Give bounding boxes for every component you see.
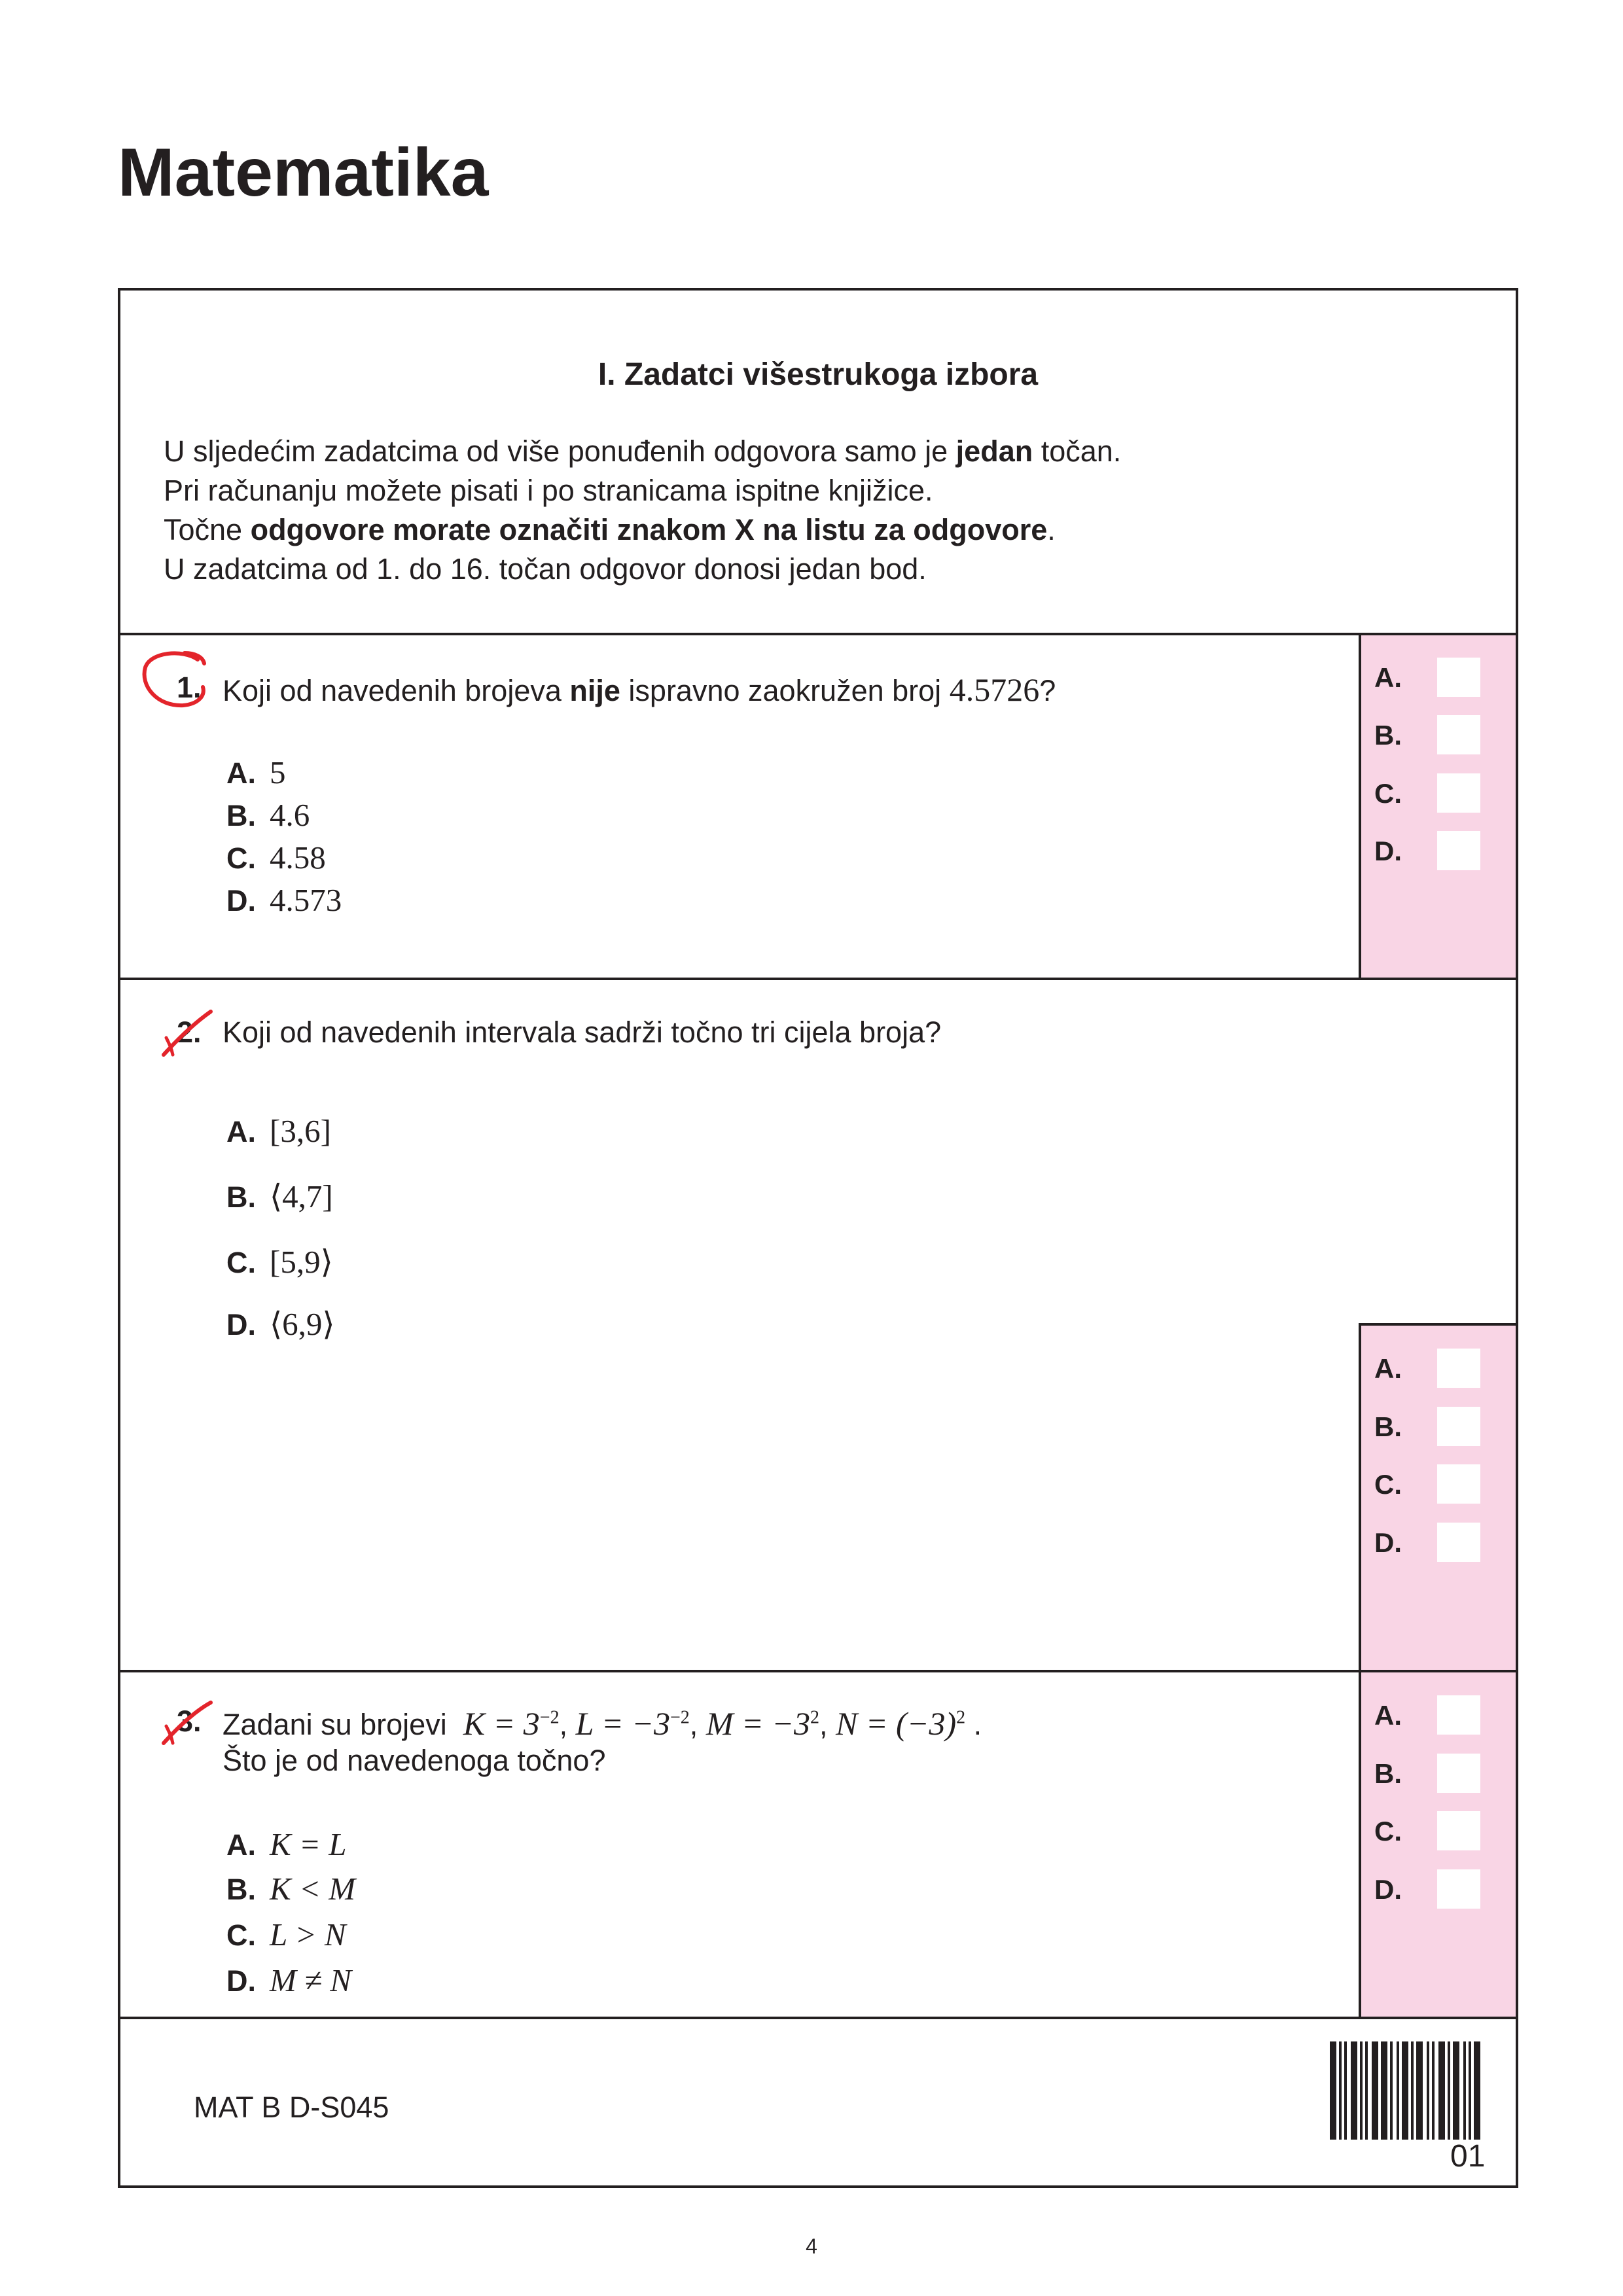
q3-answer-box-a[interactable] xyxy=(1437,1695,1480,1735)
q1-option-a: A. 5 xyxy=(226,754,286,790)
barcode-number: 01 xyxy=(1450,2139,1486,2174)
q3-math-l: $L = -3^{-2}$ xyxy=(575,1705,690,1742)
instruction-line-4: U zadatcima od 1. do 16. točan odgovor donosi jedan bod. xyxy=(164,552,927,586)
strike-annotation-q3 xyxy=(157,1696,216,1748)
q1-answer-label-a: A. xyxy=(1374,662,1402,693)
q2-option-d: D. ⟨6,9⟩ xyxy=(226,1306,335,1342)
q3-math-k: $K = 3^{-2}$ xyxy=(463,1705,560,1742)
q1-answer-box-b[interactable] xyxy=(1437,715,1480,754)
q2-answer-box-c[interactable] xyxy=(1437,1464,1480,1504)
page-number: 4 xyxy=(806,2234,817,2258)
section-title: I. Zadatci višestrukoga izbora xyxy=(597,357,1039,392)
q1-answer-box-c[interactable] xyxy=(1437,773,1480,813)
q2-answer-box-b[interactable] xyxy=(1437,1407,1480,1446)
barcode xyxy=(1329,2041,1486,2140)
q3-answer-box-c[interactable] xyxy=(1437,1811,1480,1850)
q1-answer-box-d[interactable] xyxy=(1437,831,1480,870)
q2-option-c: C. [5,9⟩ xyxy=(226,1244,333,1280)
divider-q2 xyxy=(118,1670,1518,1672)
instruction-line-3: Točne odgovore morate označiti znakom X na listu za odgovore. xyxy=(164,513,1056,546)
question-2-number: 2. xyxy=(177,1016,202,1049)
q2-answer-label-c: C. xyxy=(1374,1469,1402,1500)
q3-option-a: A. K = L xyxy=(226,1826,347,1862)
instruction-line-1: U sljedećim zadatcima od više ponuđenih odgovora samo je jedan točan. xyxy=(164,434,1122,468)
question-1-number: 1. xyxy=(177,671,202,704)
q2-answer-label-d: D. xyxy=(1374,1527,1402,1558)
q3-answer-label-c: C. xyxy=(1374,1816,1402,1846)
exam-code: MAT B D-S045 xyxy=(194,2091,389,2124)
question-2-text: Koji od navedenih intervala sadrži točno tri cijela broja? xyxy=(223,1016,942,1049)
q2-option-b: B. ⟨4,7] xyxy=(226,1178,333,1214)
q3-math-n: $N = (-3)^2$ xyxy=(835,1705,966,1742)
q2-answer-box-a[interactable] xyxy=(1437,1349,1480,1388)
q3-math-m: $M = -3^2$ xyxy=(705,1705,819,1742)
q1-answer-label-b: B. xyxy=(1374,720,1402,751)
q2-answer-box-d[interactable] xyxy=(1437,1523,1480,1562)
q3-answer-box-d[interactable] xyxy=(1437,1869,1480,1909)
strike-annotation-q2 xyxy=(157,1008,216,1060)
panel-border-q3 xyxy=(1359,1670,1361,2019)
panel-border-q1 xyxy=(1359,633,1361,980)
question-3-text: Zadani su brojevi $K = 3^{-2}$, $L = -3^{-2}$, $M = -3^2$, $N = (-3)^2$ . xyxy=(223,1705,982,1742)
q1-answer-label-c: C. xyxy=(1374,778,1402,809)
q3-answer-label-a: A. xyxy=(1374,1700,1402,1731)
q2-option-a: A. [3,6] xyxy=(226,1113,331,1149)
q3-option-c: C. L > N xyxy=(226,1916,346,1952)
q2-answer-label-a: A. xyxy=(1374,1353,1402,1384)
q3-answer-label-b: B. xyxy=(1374,1758,1402,1789)
q3-option-d: D. M ≠ N xyxy=(226,1962,351,1998)
q3-option-b: B. K < M xyxy=(226,1871,356,1907)
divider-q1 xyxy=(118,978,1518,980)
circle-annotation-q1 xyxy=(137,648,216,713)
q3-answer-box-b[interactable] xyxy=(1437,1754,1480,1793)
page-title: Matematika xyxy=(118,135,489,211)
q1-option-c: C. 4.58 xyxy=(226,839,326,875)
q3-answer-label-d: D. xyxy=(1374,1874,1402,1905)
question-3-number: 3. xyxy=(177,1704,202,1738)
q1-option-b: B. 4.6 xyxy=(226,797,310,833)
instruction-line-2: Pri računanju možete pisati i po stranicama ispitne knjižice. xyxy=(164,474,933,507)
divider-q2-panel xyxy=(1359,1323,1518,1326)
divider-intro xyxy=(118,633,1518,635)
q1-answer-label-d: D. xyxy=(1374,836,1402,866)
divider-q3 xyxy=(118,2017,1518,2019)
question-3-text-line-2: Što je od navedenoga točno? xyxy=(223,1744,606,1777)
question-1-text: Koji od navedenih brojeva nije ispravno zaokružen broj 4.5726? xyxy=(223,671,1056,708)
panel-border-q2 xyxy=(1359,1323,1361,1672)
q2-answer-label-b: B. xyxy=(1374,1411,1402,1442)
q1-option-d: D. 4.573 xyxy=(226,882,342,918)
q1-answer-box-a[interactable] xyxy=(1437,658,1480,697)
